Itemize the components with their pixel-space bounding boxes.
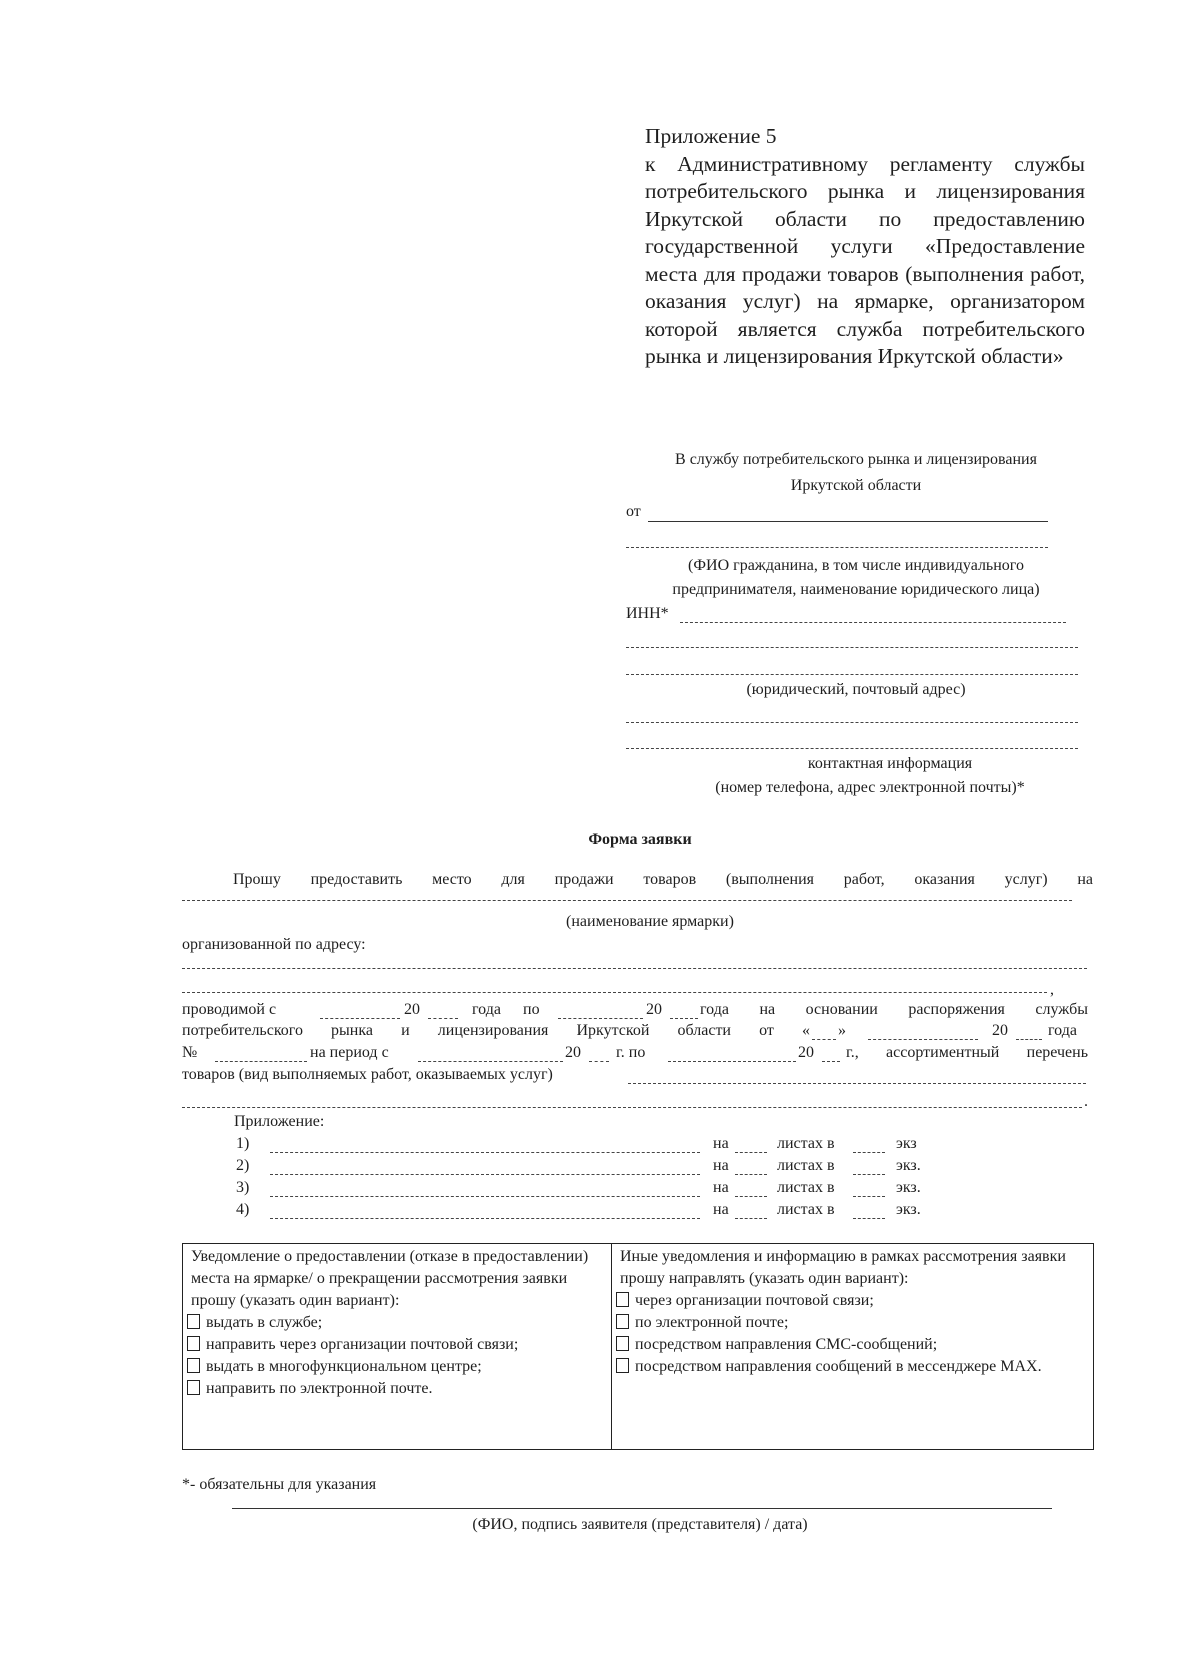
address-caption: (юридический, почтовый адрес) <box>746 681 966 698</box>
request-line: Прошу предоставить место для продажи товаров (выполнения работ, оказания услуг) на <box>233 871 1093 888</box>
number-sign: № <box>182 1044 198 1061</box>
inn-line[interactable] <box>680 622 1066 623</box>
checkbox-icon[interactable] <box>187 1314 200 1329</box>
signature-caption: (ФИО, подпись заявителя (представителя) / дата) <box>472 1516 808 1533</box>
fio-caption-2: предпринимателя, наименование юридического лица) <box>672 581 1040 598</box>
left-heading: Уведомление о предоставлении (отказе в предоставлении) места на ярмарке/ о прекращении рассмотрения заявки прошу (указать один вариант): <box>191 1248 589 1309</box>
checkbox-icon[interactable] <box>616 1292 629 1307</box>
addressee-line1: В службу потребительского рынка и лицензирования <box>675 451 1037 468</box>
goods-line-2[interactable] <box>182 1107 1082 1108</box>
period-to-year-line[interactable] <box>822 1061 840 1062</box>
appendix-title: Приложение 5 <box>645 124 777 148</box>
notification-right-cell <box>612 1244 1094 1450</box>
left-option-2[interactable]: направить через организации почтовой связи; <box>187 1334 607 1356</box>
attachment-num-3: 3) <box>236 1179 250 1196</box>
held-from-date-line[interactable] <box>320 1018 400 1019</box>
attachment-name-line-4[interactable] <box>270 1218 700 1219</box>
address-fill-line-1[interactable] <box>182 968 1087 969</box>
attachment-na-1: на <box>713 1135 729 1152</box>
checkbox-icon[interactable] <box>616 1336 629 1351</box>
attachment-name-line-3[interactable] <box>270 1196 700 1197</box>
order-year-line[interactable] <box>1016 1039 1042 1040</box>
attachments-label: Приложение: <box>234 1113 325 1130</box>
attachment-sheets-4: листах в <box>777 1201 835 1218</box>
signature-line[interactable] <box>232 1508 1052 1509</box>
order-text: потребительского рынка и лицензирования Иркутской области от « <box>182 1022 810 1039</box>
attachment-copies-4: экз. <box>896 1201 921 1218</box>
checkbox-icon[interactable] <box>187 1358 200 1373</box>
contact-line-1[interactable] <box>626 722 1078 723</box>
attachment-sheets-line-2[interactable] <box>735 1174 767 1175</box>
inn-label: ИНН* <box>626 605 669 622</box>
fair-name-line[interactable] <box>182 900 1072 901</box>
organized-at-label: организованной по адресу: <box>182 936 366 953</box>
fair-caption: (наименование ярмарки) <box>566 913 734 930</box>
attachment-na-2: на <box>713 1157 729 1174</box>
order-month-line[interactable] <box>868 1039 978 1040</box>
held-from-year: 20 <box>404 1001 420 1018</box>
notification-table <box>182 1243 1094 1450</box>
period-from-year-line[interactable] <box>589 1061 609 1062</box>
checkbox-icon[interactable] <box>616 1314 629 1329</box>
basis-text: года на основании распоряжения службы <box>700 1001 1088 1018</box>
left-option-4[interactable]: направить по электронной почте. <box>187 1378 607 1400</box>
held-from-year-line[interactable] <box>428 1018 458 1019</box>
attachment-num-2: 2) <box>236 1157 250 1174</box>
right-option-1[interactable]: через организации почтовой связи; <box>616 1290 1089 1312</box>
held-from-label: проводимой с <box>182 1001 277 1018</box>
period-from-line[interactable] <box>418 1061 563 1062</box>
from-line[interactable] <box>648 521 1048 522</box>
held-to-year: 20 <box>646 1001 662 1018</box>
addressee-line2: Иркутской области <box>790 477 922 494</box>
checkbox-icon[interactable] <box>187 1380 200 1395</box>
address-line-2[interactable] <box>626 674 1078 675</box>
comma-mark: , <box>1050 981 1054 998</box>
appendix-body: к Административному регламенту службы потребительского рынка и лицензирования Иркутской области по предоставлению государственной услуги «Предоставление места для продажи товаров (выполнения работ, оказания услуг) на ярмарке, организатором которой является служба потребительского рынка и лицензирования Иркутской области» <box>645 151 1085 368</box>
period-to-line[interactable] <box>668 1061 796 1062</box>
attachment-copies-line-1[interactable] <box>853 1152 885 1153</box>
notification-left-cell <box>183 1244 612 1450</box>
attachment-copies-3: экз. <box>896 1179 921 1196</box>
footnote: *- обязательны для указания <box>182 1476 377 1493</box>
from-label: от <box>626 503 641 520</box>
left-option-3[interactable]: выдать в многофункциональном центре; <box>187 1356 607 1378</box>
held-to-date-line[interactable] <box>558 1018 643 1019</box>
attachment-num-1: 1) <box>236 1135 250 1152</box>
held-to-year-line[interactable] <box>670 1018 698 1019</box>
attachment-na-3: на <box>713 1179 729 1196</box>
attachment-sheets-2: листах в <box>777 1157 835 1174</box>
goods-period: . <box>1084 1093 1088 1110</box>
attachment-num-4: 4) <box>236 1201 250 1218</box>
address-line-1[interactable] <box>626 647 1078 648</box>
checkbox-icon[interactable] <box>187 1336 200 1351</box>
held-by-word: по <box>523 1001 540 1018</box>
attachment-name-line-1[interactable] <box>270 1152 700 1153</box>
contact-caption-1: контактная информация <box>807 755 973 772</box>
form-title: Форма заявки <box>588 831 692 848</box>
attachment-na-4: на <box>713 1201 729 1218</box>
address-fill-line-2[interactable] <box>182 992 1047 993</box>
order-day-line[interactable] <box>812 1039 836 1040</box>
period-to-year: 20 <box>798 1044 814 1061</box>
attachment-sheets-1: листах в <box>777 1135 835 1152</box>
attachment-sheets-line-1[interactable] <box>735 1152 767 1153</box>
order-quote-close: » <box>838 1022 846 1039</box>
attachment-sheets-3: листах в <box>777 1179 835 1196</box>
fio-caption-1: (ФИО гражданина, в том числе индивидуального <box>688 557 1024 574</box>
attachment-sheets-line-3[interactable] <box>735 1196 767 1197</box>
period-g-po: г. по <box>616 1044 646 1061</box>
order-year-word: года <box>1048 1022 1077 1039</box>
right-option-3[interactable]: посредством направления СМС-сообщений; <box>616 1334 1089 1356</box>
appendix-block <box>645 123 1085 371</box>
order-year: 20 <box>992 1022 1008 1039</box>
attachment-copies-2: экз. <box>896 1157 921 1174</box>
held-year-word: года <box>472 1001 501 1018</box>
right-heading: Иные уведомления и информацию в рамках рассмотрения заявки прошу направлять (указать один вариант): <box>620 1248 1066 1287</box>
assortment-text: г., ассортиментный перечень <box>846 1044 1088 1061</box>
period-from-year: 20 <box>565 1044 581 1061</box>
right-option-4[interactable]: посредством направления сообщений в мессенджере MAX. <box>616 1356 1089 1378</box>
from-line-2[interactable] <box>626 547 1048 548</box>
period-text: на период с <box>310 1044 389 1061</box>
goods-line-1[interactable] <box>628 1083 1086 1084</box>
attachment-name-line-2[interactable] <box>270 1174 700 1175</box>
order-number-line[interactable] <box>215 1061 307 1062</box>
right-option-2[interactable]: по электронной почте; <box>616 1312 1089 1334</box>
attachment-copies-line-4[interactable] <box>853 1218 885 1219</box>
attachment-copies-line-3[interactable] <box>853 1196 885 1197</box>
contact-line-2[interactable] <box>626 748 1078 749</box>
goods-label: товаров (вид выполняемых работ, оказываемых услуг) <box>182 1066 553 1083</box>
checkbox-icon[interactable] <box>616 1358 629 1373</box>
attachment-sheets-line-4[interactable] <box>735 1218 767 1219</box>
attachment-copies-line-2[interactable] <box>853 1174 885 1175</box>
contact-caption-2: (номер телефона, адрес электронной почты)* <box>715 779 1025 796</box>
attachment-copies-1: экз <box>896 1135 917 1152</box>
left-option-1[interactable]: выдать в службе; <box>187 1312 607 1334</box>
